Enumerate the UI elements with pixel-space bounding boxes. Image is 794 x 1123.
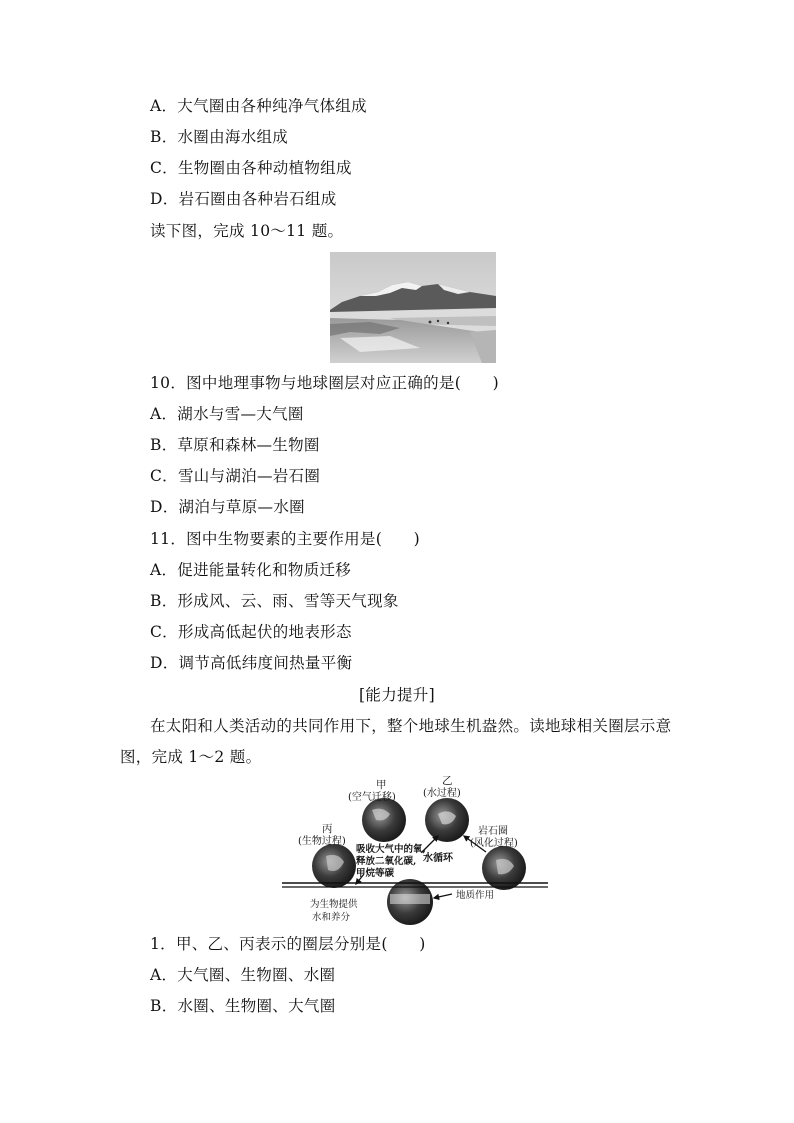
q11-option-c: C．形成高低起伏的地表形态 bbox=[150, 623, 352, 641]
label-water-cycle: 水循环 bbox=[423, 853, 453, 864]
q9-option-a: A．大气圈由各种纯净气体组成 bbox=[150, 97, 367, 115]
q9-option-d: D．岩石圈由各种岩石组成 bbox=[150, 190, 337, 208]
q1-option-b: B．水圈、生物圈、大气圈 bbox=[150, 997, 336, 1015]
label-yi-sub: (水过程) bbox=[423, 788, 461, 799]
label-center-3: 甲烷等碳 bbox=[356, 868, 395, 879]
q1-option-a: A．大气圈、生物圈、水圈 bbox=[150, 966, 336, 984]
q10-option-b: B．草原和森林—生物圈 bbox=[150, 436, 320, 454]
q10-option-a: A．湖水与雪—大气圈 bbox=[150, 405, 304, 423]
q11-option-d: D．调节高低纬度间热量平衡 bbox=[150, 654, 353, 672]
label-geo: 地质作用 bbox=[456, 890, 495, 901]
intro-10-11: 读下图，完成 10～11 题。 bbox=[150, 222, 344, 240]
globe-bing bbox=[312, 844, 356, 888]
q11-option-a: A．促进能量转化和物质迁移 bbox=[150, 561, 352, 579]
label-jia: 甲 bbox=[376, 779, 387, 791]
q9-option-c: C．生物圈由各种动植物组成 bbox=[150, 159, 352, 177]
q10-option-d: D．湖泊与草原—水圈 bbox=[150, 498, 305, 516]
globe-jia bbox=[362, 798, 406, 842]
label-center-1: 吸收大气中的氧, bbox=[356, 844, 426, 855]
globe-yi bbox=[425, 798, 469, 842]
q1-stem: 1．甲、乙、丙表示的圈层分别是( ) bbox=[150, 935, 426, 953]
landscape-photo bbox=[330, 252, 496, 363]
label-provide-2: 水和养分 bbox=[312, 912, 351, 923]
label-jia-sub: (空气迁移) bbox=[348, 792, 396, 803]
earth-spheres-diagram bbox=[282, 770, 548, 928]
intro-1-2-line2: 图，完成 1～2 题。 bbox=[120, 748, 262, 766]
q9-option-b: B．水圈由海水组成 bbox=[150, 128, 289, 146]
globe-bottom bbox=[387, 879, 433, 925]
label-provide-1: 为生物提供 bbox=[310, 899, 358, 910]
label-rock-sub: (风化过程) bbox=[470, 838, 518, 849]
label-center-2: 释放二氧化碳, bbox=[356, 856, 417, 867]
q11-option-b: B．形成风、云、雨、雪等天气现象 bbox=[150, 592, 399, 610]
q10-stem: 10．图中地理事物与地球圈层对应正确的是( ) bbox=[150, 374, 500, 392]
arrow-geo bbox=[434, 894, 452, 898]
label-yi: 乙 bbox=[442, 775, 453, 787]
q11-stem: 11．图中生物要素的主要作用是( ) bbox=[150, 530, 421, 548]
label-bing-sub: (生物过程) bbox=[298, 836, 346, 847]
q10-option-c: C．雪山与湖泊—岩石圈 bbox=[150, 467, 321, 485]
intro-1-2-line1: 在太阳和人类活动的共同作用下，整个地球生机盎然。读地球相关圈层示意 bbox=[150, 717, 672, 735]
section-title: [能力提升] bbox=[359, 686, 435, 704]
label-bing: 丙 bbox=[322, 823, 333, 835]
label-rock: 岩石圈 bbox=[478, 826, 508, 837]
